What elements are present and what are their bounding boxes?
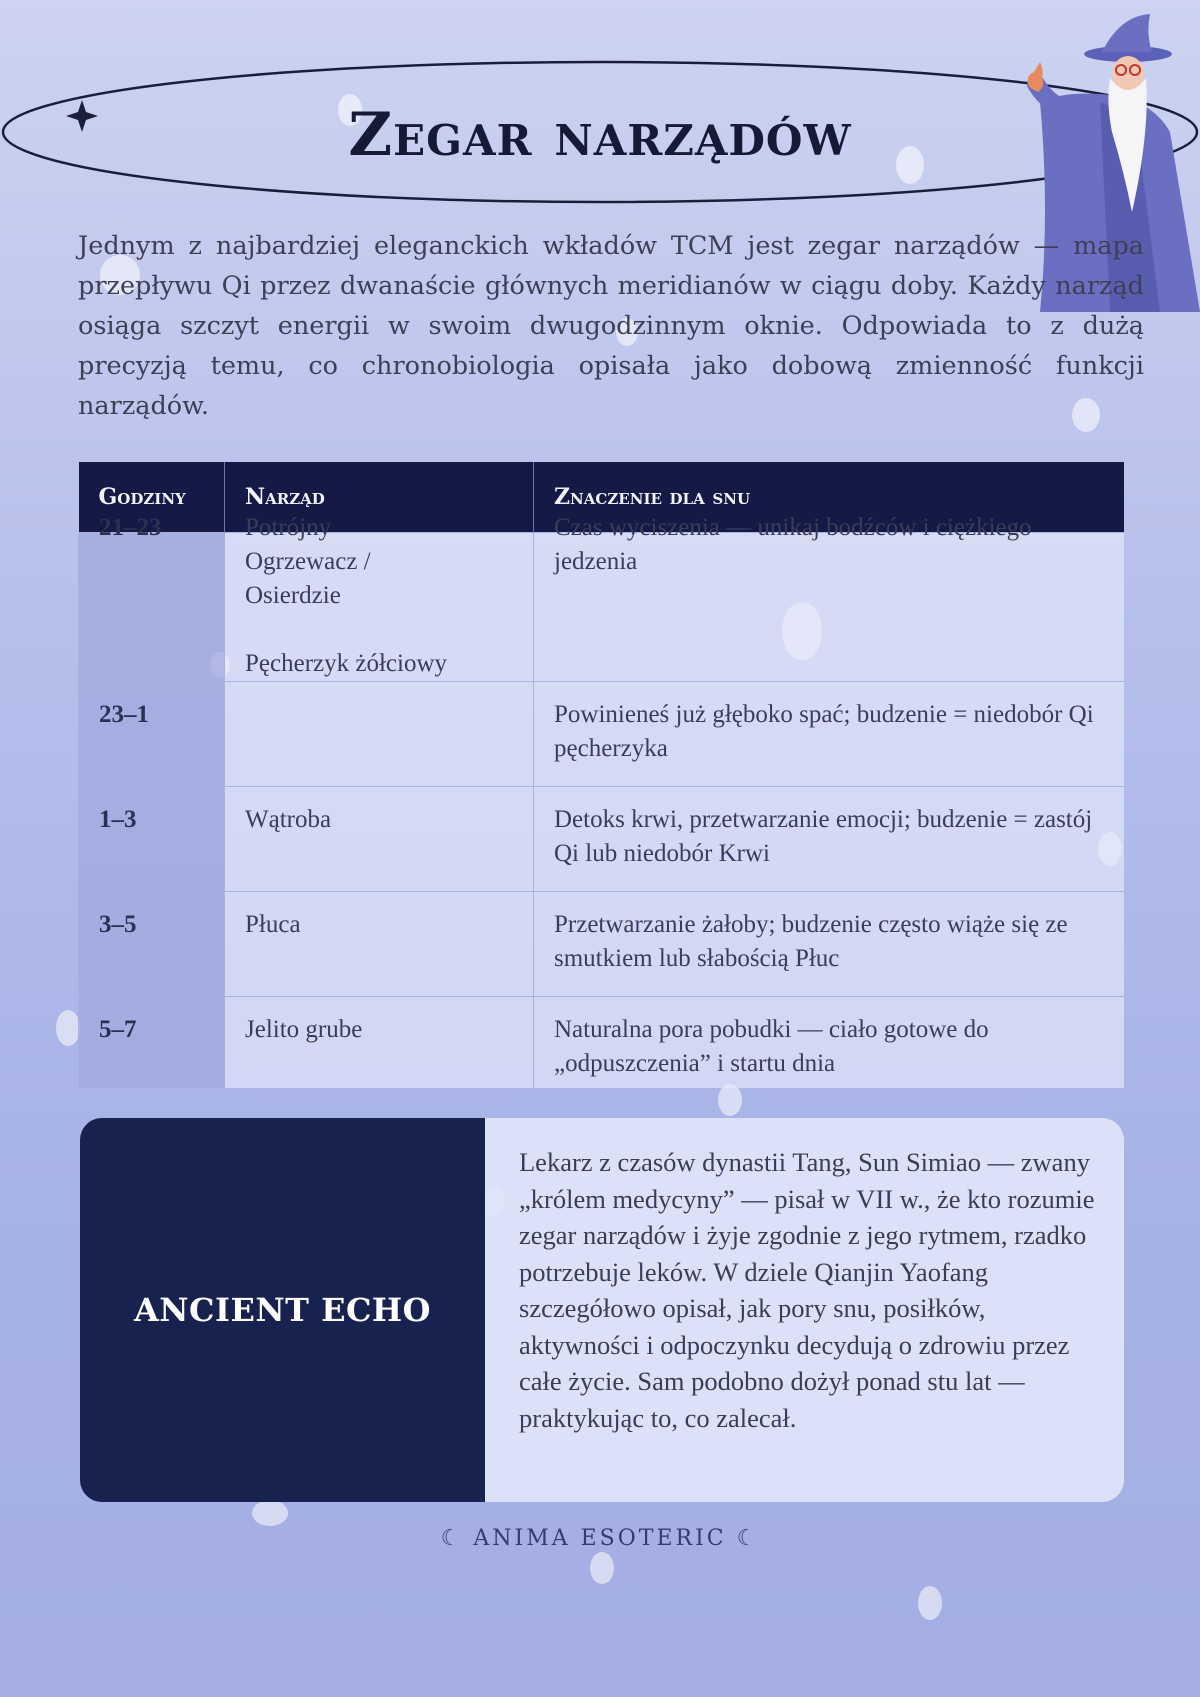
organ-line: Potrójny [245,514,332,541]
cell-hours: 23–1 [79,682,225,787]
cell-meaning: Detoks krwi, przetwarzanie emocji; budzenie = zastój Qi lub niedobór Krwi [534,787,1125,892]
header-meaning: Znaczenie dla snu [534,462,1125,533]
bubble [252,1500,288,1526]
organ-clock-table [78,462,1124,1088]
cell-organ: Płuca [225,892,534,997]
organ-line: Ogrzewacz / [245,548,371,575]
cell-hours: 3–5 [79,892,225,997]
cell-meaning: Naturalna pora pobudki — ciało gotowe do „odpuszczenia” i startu dnia [534,997,1125,1089]
table-row [79,787,1125,892]
organ-next: Pęcherzyk żółciowy [245,650,448,677]
organ-line: Osierdzie [245,582,341,609]
bubble [56,1010,80,1046]
intro-paragraph: Jednym z najbardziej eleganckich wkładów TCM jest zegar narządów — mapa przepływu Qi przez dwanaście głównych meridianów w ciągu doby. Każdy narząd osiąga szczyt energii w swoim dwugodzinnym oknie. Odpowiada to z dużą precyzją temu, co chronobiologia opisała jako dobową zmienność funkcji narządów. [78,231,1144,421]
bubble [718,1084,742,1116]
ancient-echo-title: ANCIENT ECHO [133,1291,432,1329]
table-row [79,997,1125,1089]
cell-meaning: Czas wyciszenia — unikaj bodźców i ciężkiego jedzenia [534,533,1125,682]
cell-hours: 21–23 [79,533,225,682]
table-row [79,892,1125,997]
cell-organ: Wątroba [225,787,534,892]
bubble [590,1552,614,1584]
bubble [918,1586,942,1620]
footer-brand: ☾ ANIMA ESOTERIC ☾ [440,1526,760,1551]
ancient-echo-text: Lekarz z czasów dynastii Tang, Sun Simiao — zwany „królem medycyny” — pisał w VII w., że kto rozumie zegar narządów i żyje zgodnie z jego rytmem, rzadko potrzebuje leków. W dziele Qianjin Yaofang szczegółowo opisał, jak pory snu, posiłków, aktywności i odpoczynku decydują o zdrowiu przez całe życie. Sam podobno dożył ponad stu lat — praktykując to, co zalecał. [485,1118,1124,1502]
cell-organ [225,682,534,787]
cell-meaning: Przetwarzanie żałoby; budzenie często wiąże się ze smutkiem lub słabością Płuc [534,892,1125,997]
page-title: Zegar narządów [348,100,852,170]
cell-organ: Jelito grube [225,997,534,1089]
table-row [79,533,1125,682]
header-hours: Godziny [79,462,225,533]
ancient-echo-label-panel [80,1118,485,1502]
ancient-echo-box [80,1118,1124,1502]
cell-meaning: Powinieneś już głęboko spać; budzenie = niedobór Qi pęcherzyka [534,682,1125,787]
header-organ: Narząd [225,462,534,533]
organ-table [78,462,1124,1088]
table-row [79,682,1125,787]
cell-hours: 1–3 [79,787,225,892]
cell-organ [225,514,534,682]
cell-hours: 5–7 [79,997,225,1089]
